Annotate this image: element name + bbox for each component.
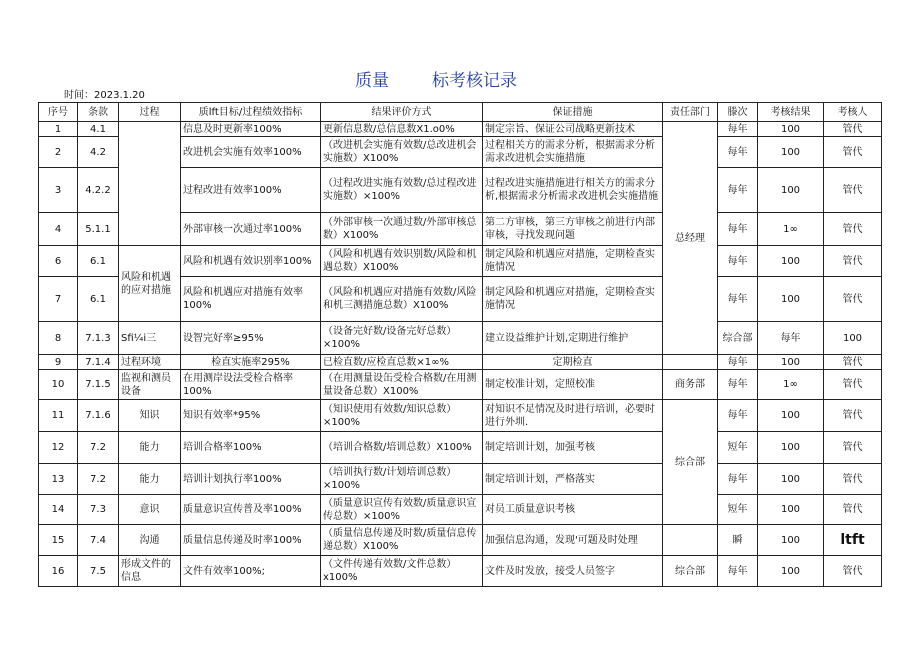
cell-clause: 7.2 bbox=[78, 432, 119, 464]
cell-assessor: 管代 bbox=[824, 400, 882, 432]
table-row bbox=[39, 122, 882, 137]
cell-process: 能力 bbox=[119, 464, 181, 495]
cell-assessor: 管代 bbox=[824, 137, 882, 168]
cell-result: 1∞ bbox=[758, 213, 824, 246]
title-part-1: 质量 bbox=[355, 71, 389, 91]
cell-no: 15 bbox=[39, 525, 78, 556]
cell-result: 100 bbox=[758, 137, 824, 168]
cell-eval: （在用测量设缶受检合格数/在用测量设备总数）X100% bbox=[321, 370, 483, 400]
cell-measure: 过程相关方的需求分析，根据需求分析需求改进机会实施措施 bbox=[483, 137, 663, 168]
cell-target: 知识有效率*95% bbox=[181, 400, 321, 432]
cell-target: 文件有效率100%; bbox=[181, 556, 321, 587]
cell-eval: （培训执行数/计划培训总数）×100% bbox=[321, 464, 483, 495]
cell-clause: 7.4 bbox=[78, 525, 119, 556]
cell-target: 信息及时更新率100% bbox=[181, 122, 321, 137]
table-row bbox=[39, 464, 882, 495]
cell-eval: （过程改进实施有效数/总过程改进实施数）×100% bbox=[321, 168, 483, 213]
cell-eval: （质量意识宣传有效数/质量意识宣传总数）×100% bbox=[321, 495, 483, 525]
cell-assessor: 管代 bbox=[824, 464, 882, 495]
cell-dept: 商务部 bbox=[663, 370, 718, 400]
cell-assessor: 管代 bbox=[824, 355, 882, 370]
cell-result: 100 bbox=[758, 122, 824, 137]
cell-assessor: 管代 bbox=[824, 277, 882, 322]
cell-assessor: 管代 bbox=[824, 556, 882, 587]
cell-clause: 6.1 bbox=[78, 277, 119, 322]
cell-assessor: 管代 bbox=[824, 213, 882, 246]
cell-result: 100 bbox=[758, 432, 824, 464]
cell-no: 11 bbox=[39, 400, 78, 432]
cell-target: 风险和机遇有效识别率100% bbox=[181, 246, 321, 277]
cell-eval: （改进机会实施有效数/总改进机会实施数）X100% bbox=[321, 137, 483, 168]
cell-clause: 5.1.1 bbox=[78, 213, 119, 246]
cell-clause: 7.1.4 bbox=[78, 355, 119, 370]
cell-measure: 制定宗旨、保证公司战略更新技术 bbox=[483, 122, 663, 137]
cell-measure: 制定培训计划，严格落实 bbox=[483, 464, 663, 495]
header-row bbox=[39, 103, 882, 122]
table-row bbox=[39, 432, 882, 464]
cell-process: Sfi¼i三 bbox=[119, 322, 181, 355]
cell-dept: 总经理 bbox=[663, 122, 718, 355]
cell-eval: （质量信息传递及时数/质量信息传递总数）X100% bbox=[321, 525, 483, 556]
cell-eval: 更新信息数/总信息数X1.o0% bbox=[321, 122, 483, 137]
cell-measure: 第二方审核，第三方审核之前进行内部审核，寻找发现问题 bbox=[483, 213, 663, 246]
cell-result: 100 bbox=[758, 525, 824, 556]
cell-target: 过程改进有效率100% bbox=[181, 168, 321, 213]
cell-no: 8 bbox=[39, 322, 78, 355]
cell-target: 改进机会实施有效率100% bbox=[181, 137, 321, 168]
cell-assessor: 管代 bbox=[824, 495, 882, 525]
col-header: 过程 bbox=[119, 103, 181, 122]
cell-target: 质量信息传递及时率100% bbox=[181, 525, 321, 556]
cell-eval: （培训合格数/培训总数）X100% bbox=[321, 432, 483, 464]
cell-no: 10 bbox=[39, 370, 78, 400]
cell-measure: 文件及时发放，接受人员签字 bbox=[483, 556, 663, 587]
cell-clause: 7.2 bbox=[78, 464, 119, 495]
cell-no: 12 bbox=[39, 432, 78, 464]
cell-measure: 制定校准计划，定照校准 bbox=[483, 370, 663, 400]
cell-eval: 已检直数/应检直总数×1∞% bbox=[321, 355, 483, 370]
cell-target: 质量意识宣传普及率100% bbox=[181, 495, 321, 525]
cell-clause: 7.1.6 bbox=[78, 400, 119, 432]
cell-measure: 制定培训计划，加强考核 bbox=[483, 432, 663, 464]
cell-no: 3 bbox=[39, 168, 78, 213]
cell-dept: 综合部 bbox=[718, 322, 758, 355]
table-row bbox=[39, 400, 882, 432]
cell-no: 13 bbox=[39, 464, 78, 495]
cell-measure: 定期检直 bbox=[483, 355, 663, 370]
cell-dept: 综合部 bbox=[663, 400, 718, 525]
cell-eval: （外部审核一次通过数/外部审核总数）X100% bbox=[321, 213, 483, 246]
cell-process: 形成文件的信息 bbox=[119, 556, 181, 587]
record-date: 时间：2023.1.20 bbox=[64, 90, 145, 101]
cell-no: 6 bbox=[39, 246, 78, 277]
cell-eval: （风险和机遇应对措施有效数/风险和机三测措施总数）X100% bbox=[321, 277, 483, 322]
cell-assessor: 管代 bbox=[824, 246, 882, 277]
cell-freq: 每年 bbox=[718, 168, 758, 213]
cell-result: 100 bbox=[758, 168, 824, 213]
cell-eval: （风险和机遇有效识别数/风险和机遇总数）X100% bbox=[321, 246, 483, 277]
cell-process: 意识 bbox=[119, 495, 181, 525]
table-row bbox=[39, 556, 882, 587]
cell-measure: 制定风险和机遇应对措施，定期检查实施情况 bbox=[483, 277, 663, 322]
cell-freq: 每年 bbox=[718, 370, 758, 400]
cell-assessor: 管代 bbox=[824, 168, 882, 213]
cell-result: 100 bbox=[758, 277, 824, 322]
cell-freq: 每年 bbox=[758, 322, 824, 355]
cell-eval: （知识使用有效数/知识总数）×100% bbox=[321, 400, 483, 432]
cell-freq: 短年 bbox=[718, 495, 758, 525]
cell-clause: 4.2.2 bbox=[78, 168, 119, 213]
cell-clause: 6.1 bbox=[78, 246, 119, 277]
cell-no: 4 bbox=[39, 213, 78, 246]
cell-measure: 制定风险和机遇应对措施，定期检查实施情况 bbox=[483, 246, 663, 277]
cell-process: 风险和机遇的应对措施 bbox=[119, 246, 181, 322]
cell-dept: 综合部 bbox=[663, 556, 718, 587]
cell-process: 沟通 bbox=[119, 525, 181, 556]
cell-process bbox=[119, 122, 181, 246]
cell-result: 100 bbox=[758, 495, 824, 525]
cell-process: 能力 bbox=[119, 432, 181, 464]
cell-no: 7 bbox=[39, 277, 78, 322]
cell-target: 在用测岸设法受检合格率100% bbox=[181, 370, 321, 400]
cell-assessor: 管代 bbox=[824, 122, 882, 137]
cell-assessor: 管代 bbox=[824, 432, 882, 464]
cell-result: 100 bbox=[758, 246, 824, 277]
cell-no: 2 bbox=[39, 137, 78, 168]
cell-freq: 每年 bbox=[718, 464, 758, 495]
cell-result: 100 bbox=[824, 322, 882, 355]
col-header: 保证措施 bbox=[483, 103, 663, 122]
cell-result: 100 bbox=[758, 355, 824, 370]
cell-clause: 4.1 bbox=[78, 122, 119, 137]
col-header: 条款 bbox=[78, 103, 119, 122]
cell-freq: 每年 bbox=[718, 277, 758, 322]
title-part-2: 标考核记录 bbox=[432, 71, 517, 91]
cell-dept bbox=[663, 355, 718, 370]
cell-freq: 短年 bbox=[718, 432, 758, 464]
cell-measure: 对知识不足情况及时进行培训，必要时进行外圳. bbox=[483, 400, 663, 432]
cell-dept bbox=[663, 525, 718, 556]
cell-freq: 每年 bbox=[718, 246, 758, 277]
col-header: 结果评价方式 bbox=[321, 103, 483, 122]
cell-clause: 7.1.3 bbox=[78, 322, 119, 355]
cell-target: 风险和机遇应对措施有效率100% bbox=[181, 277, 321, 322]
cell-clause: 7.5 bbox=[78, 556, 119, 587]
col-header: 序号 bbox=[39, 103, 78, 122]
col-header: 责任部门 bbox=[663, 103, 718, 122]
cell-assessor: ltft bbox=[824, 525, 882, 556]
cell-freq: 每年 bbox=[718, 400, 758, 432]
cell-eval: （设备完好数/设备完好总数）×100% bbox=[321, 322, 483, 355]
table-row bbox=[39, 370, 882, 400]
cell-clause: 7.1.5 bbox=[78, 370, 119, 400]
cell-process: 监视和测员设备 bbox=[119, 370, 181, 400]
col-header: 滕次 bbox=[718, 103, 758, 122]
cell-target: 外部审核一次通过率100% bbox=[181, 213, 321, 246]
cell-measure: 建立设益维护计划,定期进行维护 bbox=[483, 322, 663, 355]
cell-freq: 每年 bbox=[718, 355, 758, 370]
cell-measure: 对员工质量意识考核 bbox=[483, 495, 663, 525]
cell-process: 知识 bbox=[119, 400, 181, 432]
col-header: 考核人 bbox=[824, 103, 882, 122]
cell-no: 1 bbox=[39, 122, 78, 137]
col-header: 考核结果 bbox=[758, 103, 824, 122]
cell-result: 100 bbox=[758, 556, 824, 587]
cell-target: 检直实施率295% bbox=[181, 355, 321, 370]
table-row bbox=[39, 525, 882, 556]
table-row bbox=[39, 495, 882, 525]
col-header: 质lft目标/过程绩效指标 bbox=[181, 103, 321, 122]
cell-freq: 瞬 bbox=[718, 525, 758, 556]
cell-assessor: 管代 bbox=[824, 370, 882, 400]
cell-no: 16 bbox=[39, 556, 78, 587]
cell-no: 14 bbox=[39, 495, 78, 525]
cell-freq: 每年 bbox=[718, 122, 758, 137]
cell-eval: （文件传递有效数/文件总数）x100% bbox=[321, 556, 483, 587]
table-row bbox=[39, 246, 882, 277]
cell-clause: 7.3 bbox=[78, 495, 119, 525]
cell-target: 培训计划执行率100% bbox=[181, 464, 321, 495]
cell-freq: 每年 bbox=[718, 556, 758, 587]
cell-freq: 每年 bbox=[718, 137, 758, 168]
cell-clause: 4.2 bbox=[78, 137, 119, 168]
cell-measure: 加强信息沟通，发现'可题及时处理 bbox=[483, 525, 663, 556]
cell-result: 100 bbox=[758, 400, 824, 432]
cell-result: 1∞ bbox=[758, 370, 824, 400]
cell-measure: 过程改进实施措施进行相关方的需求分析,根据需求分析需求改进机会实施措施 bbox=[483, 168, 663, 213]
cell-no: 9 bbox=[39, 355, 78, 370]
cell-target: 设智完好率≥95% bbox=[181, 322, 321, 355]
cell-freq: 每年 bbox=[718, 213, 758, 246]
cell-process: 过程环境 bbox=[119, 355, 181, 370]
table-row bbox=[39, 355, 882, 370]
assessment-table bbox=[38, 102, 882, 587]
cell-result: 100 bbox=[758, 464, 824, 495]
table-row bbox=[39, 322, 882, 355]
cell-target: 培训合格率100% bbox=[181, 432, 321, 464]
